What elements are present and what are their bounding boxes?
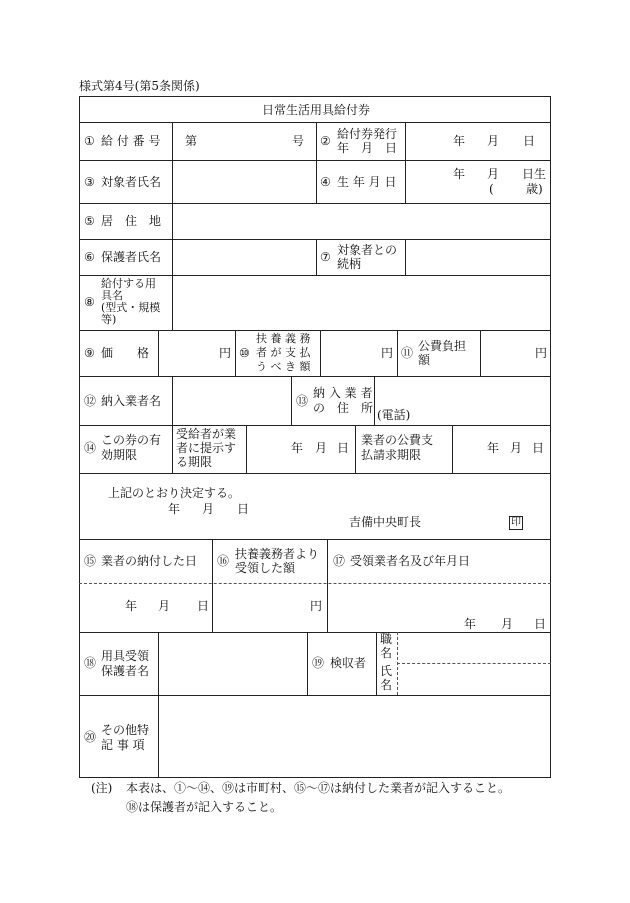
field-label: 効期限: [101, 448, 138, 462]
notes-line: ⑱は保護者が記入すること。: [126, 800, 283, 814]
field-label: 氏: [380, 664, 393, 678]
field-label: う べ き 額: [256, 360, 311, 373]
field-text: 年: [291, 441, 304, 455]
rule: [291, 376, 292, 425]
field-label: 居 住 地: [101, 214, 162, 228]
field-text: 年: [125, 599, 138, 613]
rule: [374, 376, 375, 425]
field-text: 日: [532, 441, 545, 455]
field-label: 職: [380, 632, 393, 646]
item-number: ⑦: [320, 250, 331, 264]
field-label: 業者の公費支: [361, 433, 434, 447]
rule: [327, 539, 328, 632]
rule: [355, 425, 356, 473]
field-label: 価 格: [101, 346, 150, 360]
form-title: 日常生活用具給付券: [262, 103, 371, 117]
field-text: (: [489, 182, 494, 196]
field-label: その他特: [101, 723, 150, 737]
field-label: 等): [101, 313, 117, 326]
field-text: 月: [315, 441, 328, 455]
item-number: ⑧: [84, 295, 95, 309]
field-text: 号: [292, 134, 305, 148]
field-label: 額: [418, 353, 431, 367]
field-text: 日: [523, 134, 536, 148]
rule: [79, 632, 551, 633]
field-text: 第: [185, 134, 198, 148]
rule: [172, 122, 173, 160]
rule: [480, 330, 481, 376]
field-text: 月: [501, 617, 514, 631]
rule: [376, 632, 377, 695]
rule: [405, 122, 406, 160]
decision-date: 月: [202, 502, 215, 516]
item-number: ⑱: [84, 656, 97, 670]
rule: [79, 275, 551, 276]
field-text: 日: [534, 617, 547, 631]
field-label: 検収者: [330, 656, 367, 670]
dashed-rule: [397, 663, 551, 664]
field-text: 円: [535, 346, 548, 360]
field-label: る期限: [176, 455, 213, 469]
field-label: 年 月 日: [337, 141, 398, 155]
field-label: 扶 養 義 務: [256, 332, 311, 345]
item-number: ①: [84, 134, 95, 148]
item-number: ⑫: [84, 394, 97, 408]
field-text: 円: [310, 599, 323, 613]
field-text: 日: [337, 441, 350, 455]
field-text: 日: [197, 599, 210, 613]
field-text: 月: [510, 441, 523, 455]
rule: [316, 160, 317, 203]
rule: [172, 425, 173, 473]
rule: [158, 330, 159, 376]
form-number: 様式第4号(第5条関係): [79, 79, 200, 93]
field-label: 具名: [101, 289, 123, 302]
rule: [79, 539, 551, 540]
phone-label: (電話): [377, 408, 411, 422]
rule: [79, 160, 551, 161]
field-label: この券の有: [101, 433, 162, 447]
item-number: ⑯: [217, 554, 230, 568]
rule: [320, 330, 321, 376]
rule: [158, 632, 159, 778]
item-number: ⑪: [401, 346, 414, 360]
field-label: 業者の納付した日: [101, 554, 198, 568]
field-label: 対象者氏名: [101, 175, 162, 189]
rule: [172, 239, 173, 275]
dashed-rule: [79, 583, 551, 584]
item-number: ⑲: [312, 656, 325, 670]
item-number: ⑤: [84, 214, 95, 228]
rule: [172, 275, 173, 330]
field-label: 受領業者名及び年月日: [350, 554, 471, 568]
notes-line: 本表は、①～⑭、⑲は市町村、⑮～⑰は納付した業者が記入すること。: [126, 781, 511, 795]
field-label: 給 付 番 号: [101, 134, 161, 148]
field-text: 日生: [522, 167, 547, 181]
field-label: 保護者名: [101, 664, 150, 678]
field-label: 保護者氏名: [101, 250, 162, 264]
rule: [397, 330, 398, 376]
rule: [405, 239, 406, 275]
decision-date: 日: [237, 502, 250, 516]
seal-mark: 印: [511, 517, 521, 528]
field-label: 公費負担: [418, 339, 467, 353]
field-text: 歳): [526, 182, 543, 196]
rule: [79, 203, 551, 204]
field-text: 年: [464, 617, 477, 631]
field-label: 者 が 支 払: [256, 346, 311, 359]
rule: [246, 425, 247, 473]
field-label: 者に提示す: [176, 441, 237, 455]
rule: [172, 376, 173, 425]
field-label: 用具受領: [101, 649, 150, 663]
field-text: 年: [487, 441, 500, 455]
rule: [235, 330, 236, 376]
field-text: 円: [381, 346, 394, 360]
decision-date: 年: [168, 502, 181, 516]
item-number: ⑰: [333, 554, 346, 568]
field-label: 受領した額: [235, 561, 296, 575]
item-number: ⑩: [239, 346, 250, 360]
field-label: の 住 所: [313, 401, 374, 415]
rule: [79, 425, 551, 426]
field-label: 記 事 項: [101, 738, 145, 752]
item-number: ②: [320, 134, 331, 148]
field-label: 納入業者名: [101, 394, 162, 408]
field-text: 円: [219, 346, 232, 360]
item-number: ⑭: [84, 441, 97, 455]
item-number: ④: [320, 175, 331, 189]
field-label: 扶養義務者より: [235, 547, 320, 561]
field-label: 給付する用: [101, 277, 156, 290]
field-text: 月: [487, 134, 500, 148]
rule: [79, 239, 551, 240]
item-number: ⑬: [296, 394, 309, 408]
field-label: 名: [380, 678, 393, 692]
rule: [172, 160, 173, 203]
rule: [172, 203, 173, 239]
rule: [307, 632, 308, 695]
field-label: 名: [380, 646, 393, 660]
field-label: 払請求期限: [361, 448, 422, 462]
field-label: 対象者との: [337, 243, 398, 257]
field-label: 続柄: [337, 257, 362, 271]
field-label: 生 年 月 日: [337, 175, 397, 189]
item-number: ③: [84, 175, 95, 189]
rule: [316, 122, 317, 160]
rule: [79, 376, 551, 377]
rule: [79, 695, 551, 696]
field-label: (型式・規模: [101, 301, 161, 314]
item-number: ⑮: [84, 554, 97, 568]
rule: [405, 160, 406, 203]
rule: [452, 425, 453, 473]
field-text: 年: [453, 167, 466, 181]
field-label: 納 入 業 者: [313, 386, 373, 400]
item-number: ⑳: [84, 730, 97, 744]
mayor-name: 吉備中央町長: [349, 515, 422, 529]
field-label: 受給者が業: [176, 427, 237, 441]
decision-text: 上記のとおり決定する。: [108, 486, 241, 500]
field-text: 月: [158, 599, 171, 613]
rule: [79, 473, 551, 474]
notes-prefix: (注): [91, 781, 113, 795]
rule: [212, 539, 213, 632]
item-number: ⑨: [84, 346, 95, 360]
rule: [79, 122, 551, 123]
field-label: 給付券発行: [337, 127, 398, 141]
rule: [316, 239, 317, 275]
field-text: 年: [453, 134, 466, 148]
item-number: ⑥: [84, 250, 95, 264]
field-text: 月: [487, 167, 500, 181]
